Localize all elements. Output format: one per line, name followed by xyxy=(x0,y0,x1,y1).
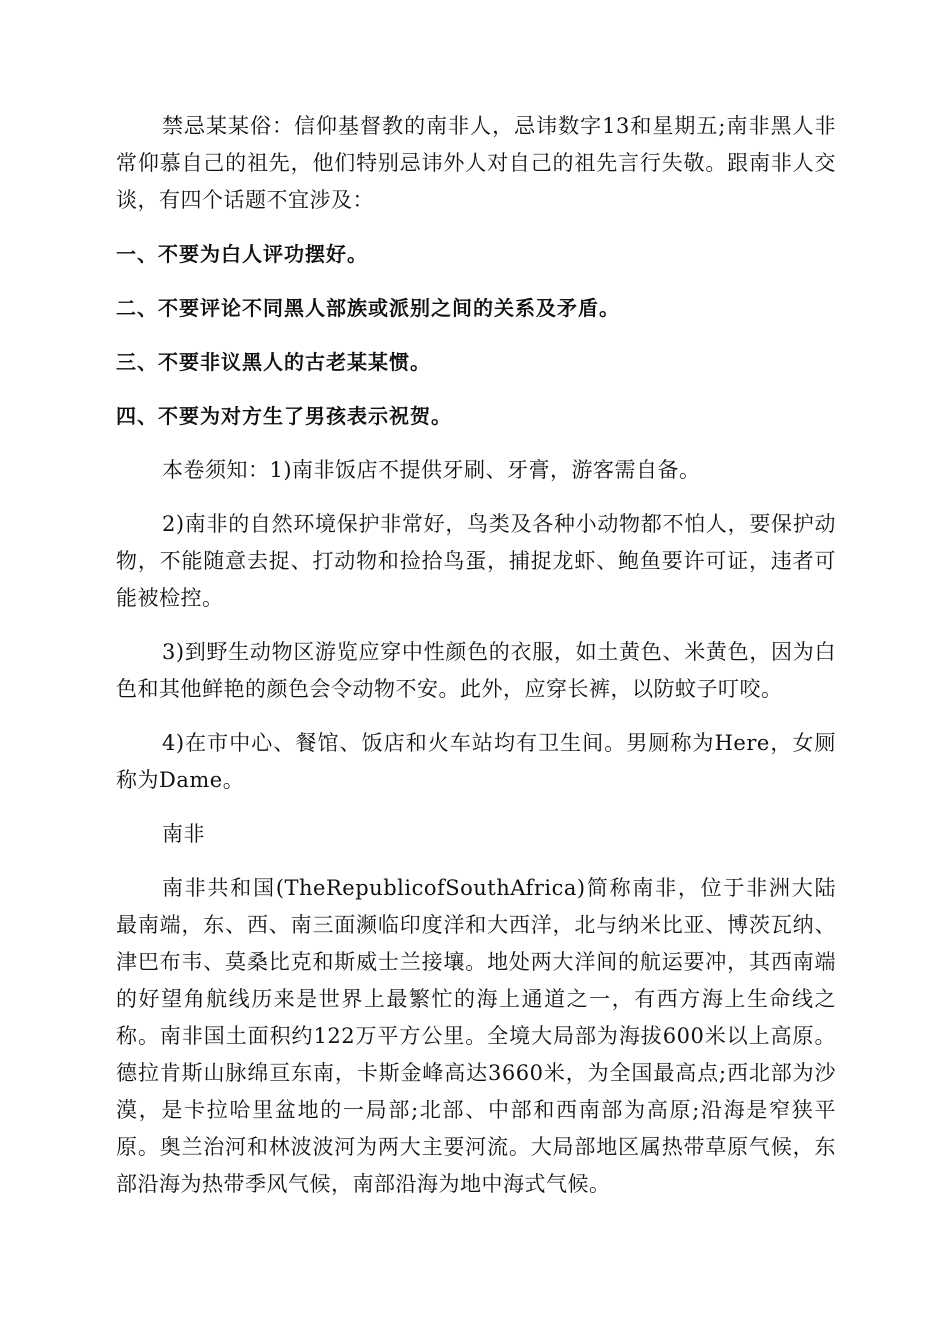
paragraph-taboo-customs: 禁忌某某俗：信仰基督教的南非人，忌讳数字13和星期五;南非黑人非常仰慕自己的祖先，他们特别忌讳外人对自己的祖先言行失敬。跟南非人交谈，有四个话题不宜涉及： xyxy=(116,114,836,212)
taboo-item-2: 二、不要评论不同黑人部族或派别之间的关系及矛盾。 xyxy=(116,296,620,320)
taboo-item-1: 一、不要为白人评功摆好。 xyxy=(116,242,368,266)
section-heading-south-africa: 南非 xyxy=(162,822,205,846)
taboo-item-4: 四、不要为对方生了男孩表示祝贺。 xyxy=(116,404,452,428)
notice-item-1: 本卷须知：1)南非饭店不提供牙刷、牙膏，游客需自备。 xyxy=(162,458,701,482)
notice-item-3: 3)到野生动物区游览应穿中性颜色的衣服，如土黄色、米黄色，因为白色和其他鲜艳的颜色会令动物不安。此外，应穿长裤，以防蚊子叮咬。 xyxy=(116,640,836,701)
notice-item-4: 4)在市中心、餐馆、饭店和火车站均有卫生间。男厕称为Here，女厕称为Dame。 xyxy=(116,731,836,792)
taboo-item-3: 三、不要非议黑人的古老某某惯。 xyxy=(116,350,431,374)
notice-item-2: 2)南非的自然环境保护非常好，鸟类及各种小动物都不怕人，要保护动物，不能随意去捉、打动物和捡拾鸟蛋，捕捉龙虾、鲍鱼要许可证，违者可能被检控。 xyxy=(116,512,836,610)
document-page xyxy=(116,108,836,1220)
paragraph-south-africa-overview: 南非共和国(TheRepublicofSouthAfrica)简称南非，位于非洲大陆最南端，东、西、南三面濒临印度洋和大西洋，北与纳米比亚、博茨瓦纳、津巴布韦、莫桑比克和斯威士兰接壤。地处两大洋间的航运要冲，其西南端的好望角航线历来是世界上最繁忙的海上通道之一，有西方海上生命线之称。南非国土面积约122万平方公里。全境大局部为海拔600米以上高原。德拉肯斯山脉绵亘东南，卡斯金峰高达3660米，为全国最高点;西北部为沙漠，是卡拉哈里盆地的一局部;北部、中部和西南部为高原;沿海是窄狭平原。奥兰治河和林波波河为两大主要河流。大局部地区属热带草原气候，东部沿海为热带季风气候，南部沿海为地中海式气候。 xyxy=(116,876,836,1196)
